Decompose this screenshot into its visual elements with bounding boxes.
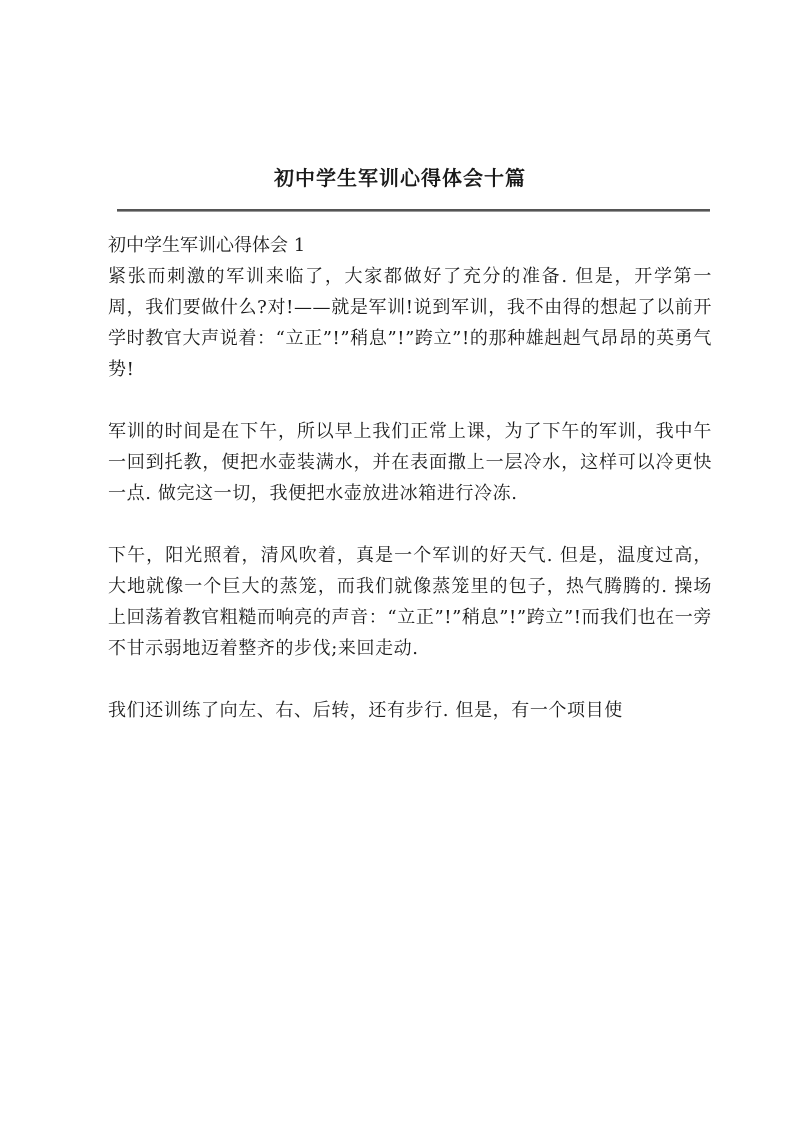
paragraph-2: 军训的时间是在下午，所以早上我们正常上课，为了下午的军训，我中午一回到托教，便把水壶装满水，并在表面撒上一层冷水，这样可以冷更快一点. 做完这一切，我便把水壶放进冰箱进行冷冻. (108, 421, 712, 504)
document-body (108, 230, 712, 757)
paragraph-1: 紧张而刺激的军训来临了，大家都做好了充分的准备. 但是，开学第一周，我们要做什么?对!——就是军训!说到军训，我不由得的想起了以前开学时教官大声说着：“立正”!”稍息”!”跨立”!的那种雄赳赳气昂昂的英勇气势! (108, 266, 712, 380)
title-divider (117, 209, 710, 212)
paragraph-3: 下午，阳光照着，清风吹着，真是一个军训的好天气. 但是，温度过高，大地就像一个巨大的蒸笼，而我们就像蒸笼里的包子，热气腾腾的. 操场上回荡着教官粗糙而响亮的声音：“立正”!”稍息”!”跨立”!而我们也在一旁不甘示弱地迈着整齐的步伐;来回走动. (108, 545, 712, 659)
document-title: 初中学生军训心得体会十篇 (274, 166, 526, 190)
section-heading: 初中学生军训心得体会 1 (108, 235, 306, 256)
paragraph-4: 我们还训练了向左、右、后转，还有步行. 但是，有一个项目使 (108, 700, 623, 721)
